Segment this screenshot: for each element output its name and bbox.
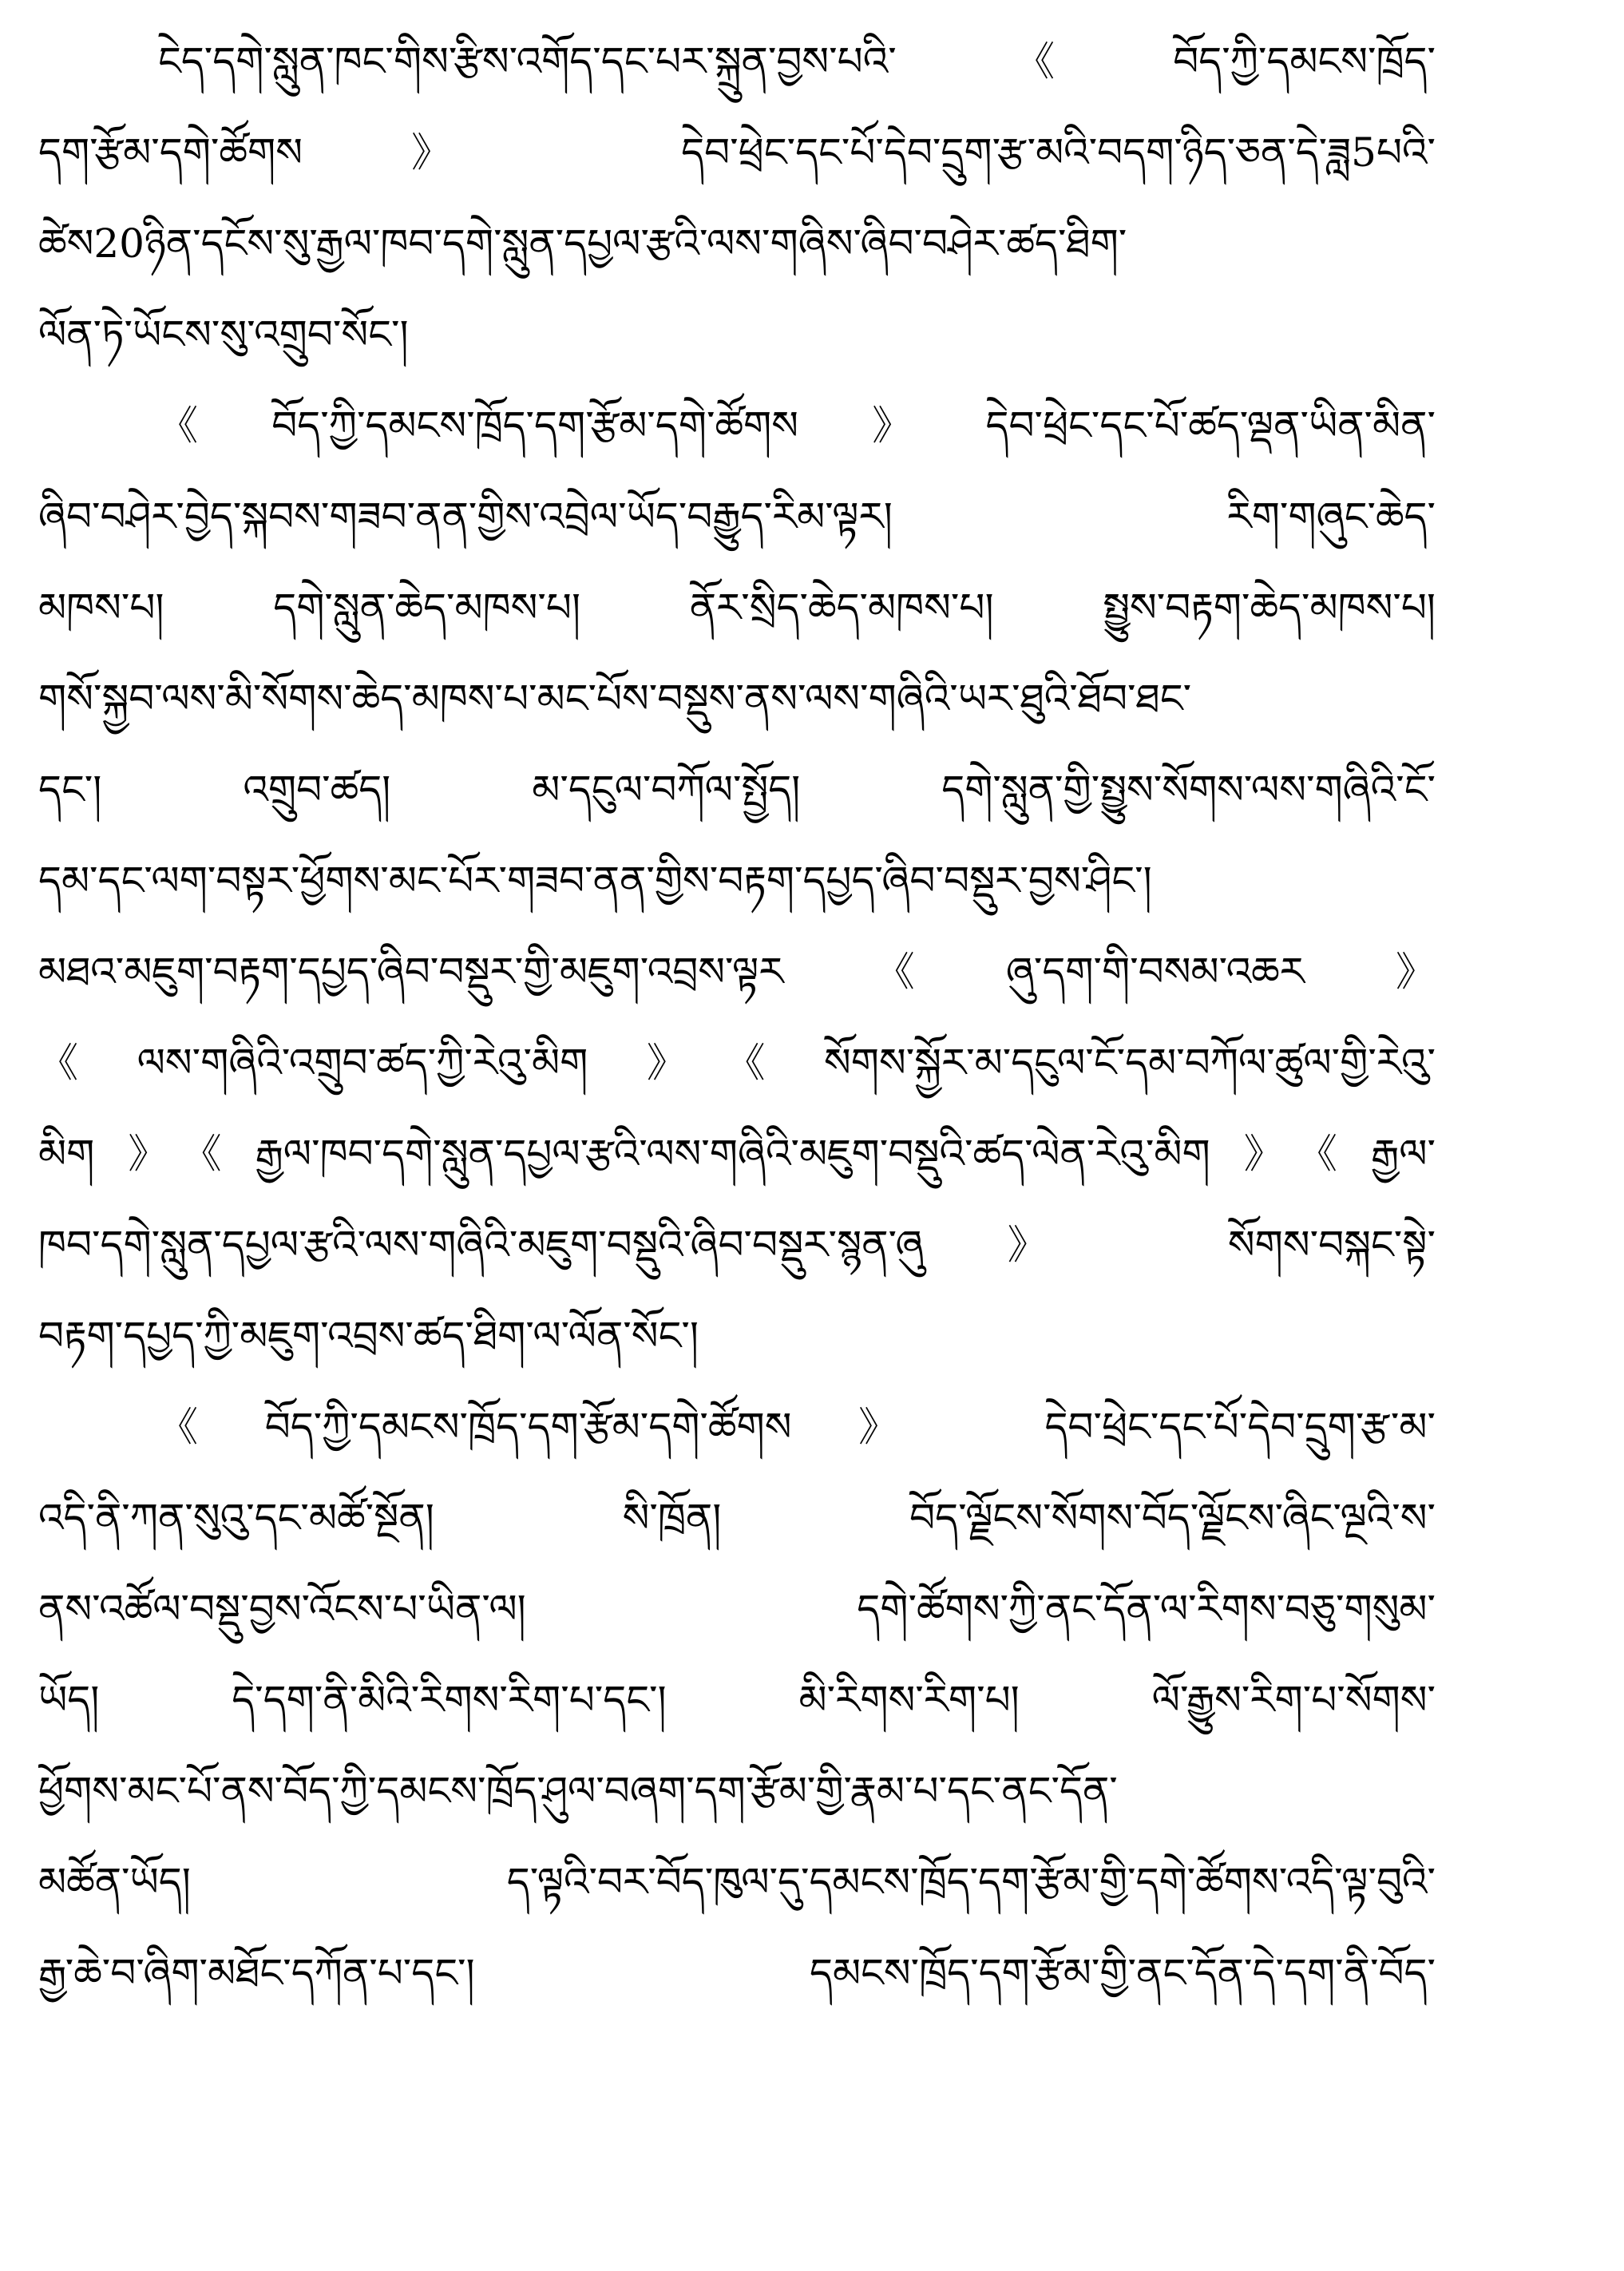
paragraph-line: ཡོད། དེ་དག་ནི་མིའི་རིགས་རིག་པ་དང་། མི་རིགས་རིག་པ། ལོ་རྒྱུས་རིག་པ་སོགས་ <box>38 1677 1436 1723</box>
paragraph-line: ཞིབ་བཤེར་བྱེད་སྐབས་གཟབ་ནན་གྱིས་འབྲེལ་ཡོད་བརྒྱུད་རིམ་ལྟར། རིག་གཞུང་ཆེད་ <box>38 493 1436 540</box>
paragraph-line: དང་། འགྲུབ་ཚད། མ་དངུལ་བཀོལ་སྤྱོད། དགེ་སླུན་གྱི་སྤྱུས་སོགས་ལས་གཞིའི་ངོ་ <box>38 767 1436 813</box>
paragraph-line: ལོན་ཏེ་ཡོངས་སུ་འགྲུབ་སོང་། <box>38 311 409 358</box>
paragraph-1 <box>38 16 1436 380</box>
paragraph-2 <box>38 380 1436 1381</box>
paragraph-line: ཁབ་དགེ་སླུན་དཔྱལ་རྩའི་ལས་གཞིའི་མཇུག་བསྡུའི་ཞིབ་བསྡུར་སྙན་ཞུ》 སོགས་བསྐང་སྟེ་ <box>38 1222 1436 1268</box>
paragraph-line: 《ལས་གཞིའི་འགྲུབ་ཚད་ཀྱི་རེའུ་མིག》《སོགས་སྐྱོར་མ་དངུལ་ངོ་དམ་བཀོལ་ཚུལ་གྱི་རེའུ་ <box>38 1040 1436 1086</box>
paragraph-line: བརྟག་དཔྱད་ཀྱི་མཇུག་འབྲས་ཚད་ཐིག་ལ་ལོན་སོང་། <box>38 1313 699 1359</box>
paragraph-line: ཚེས20ཉིན་དངོས་སུ་རྒྱལ་ཁབ་དགེ་སླུན་དཔྱལ་རྩའི་ལས་གཞིས་ཞིབ་བཤེར་ཚད་ཐིག་ <box>38 220 1127 267</box>
paragraph-line: མཚོན་ཡོད། ད་ལྟའི་བར་བོད་ཁུལ་དུ་དམངས་ཁྲོད་དག་རྩོམ་གྱི་དགེ་ཚོགས་འདི་ལྟ་བུའི་ <box>38 1859 1436 1905</box>
paragraph-line: དམ་དང་ལག་བསྟར་ཕྱོགས་མང་པོར་གཟབ་ནན་གྱིས་བརྟག་དཔྱད་ཞིབ་བསྡུར་བྱས་ཤིང་། <box>38 858 1152 904</box>
paragraph-3 <box>38 1381 1436 2019</box>
paragraph-line: 《བོད་ཀྱི་དམངས་ཁྲོད་དག་རྩོམ་དགེ་ཚོགས》དེབ་ཕྲེང་དང་པོ་ཚད་ལྡན་ཡིན་མིན་ <box>158 402 1436 449</box>
paragraph-line: 《བོད་ཀྱི་དམངས་ཁྲོད་དག་རྩོམ་དགེ་ཚོགས》 དེབ་ཕྲེང་དང་པོ་དེབ་དྲུག་རྩ་མ་ <box>158 1404 1436 1450</box>
paragraph-line: འདི་ནི་ཀན་སུའུ་དང་མཚོ་སྔོན། སི་ཁྲོན། བོད་ལྗོངས་སོགས་བོད་ལྗོངས་ཞིང་ལྔའི་ས་ <box>38 1495 1436 1541</box>
paragraph-line: ནས་འཚོལ་བསྡུ་བྱས་འོངས་པ་ཡིན་ལ། དགེ་ཚོགས་ཀྱི་ནང་དོན་ལ་རིགས་བཅུ་གསུམ་ <box>38 1586 1436 1632</box>
paragraph-line: མཁས་པ། དགེ་སླུན་ཆེད་མཁས་པ། ནོར་སྲིད་ཆེད་མཁས་པ། སྤྱུས་བརྟག་ཆེད་མཁས་པ། <box>38 585 1436 631</box>
paragraph-line: གསོ་སྐྱབ་ལས་མི་སོགས་ཆེད་མཁས་པ་མང་པོས་བསྡུས་ནས་ལས་གཞིའི་ཡར་ཐུའི་ཐོབ་ཐང་ <box>38 676 1192 722</box>
paragraph-line: ངེད་དགེ་སླུན་ཁང་གིས་རྩིས་འགོད་དང་པར་སྐྲུན་བྱས་པའི་《བོད་ཀྱི་དམངས་ཁྲོད་ <box>158 38 1436 85</box>
paragraph-line: ཕྱོགས་མང་པོ་ནས་བོད་ཀྱི་དམངས་ཁྲོད་ཤུལ་བཞག་དག་རྩོམ་གྱི་རྣམ་པ་དང་ནང་དོན་ <box>38 1768 1118 1814</box>
paragraph-line: རྒྱ་ཆེ་བ་ཞིག་མཐོང་དཀོན་པ་དང་། དམངས་ཁྲོད་དག་རྩོམ་གྱི་ནང་དོན་དེ་དག་ནི་བོད་ <box>38 1950 1436 1996</box>
paragraph-line: མིག》《རྒྱལ་ཁབ་དགེ་སླུན་དཔྱལ་རྩའི་ལས་གཞིའི་མཇུག་བསྡུའི་ཚད་ལེན་རེའུ་མིག》《རྒྱལ་ <box>38 1131 1436 1177</box>
paragraph-line: མཐའ་མཇུག་བརྟག་དཔྱད་ཞིབ་བསྡུར་གྱི་མཇུག་འབྲས་ལྟར《ཞུ་དག་གི་བསམ་འཆར》 <box>38 949 1436 995</box>
paragraph-line: དག་རྩོམ་དགེ་ཚོགས》 དེབ་ཕྲེང་དང་པོ་དེབ་དྲུག་རྩ་མའི་བདག་ཉིད་ཅན་དེ་ཟླ5པའི་ <box>38 129 1436 176</box>
